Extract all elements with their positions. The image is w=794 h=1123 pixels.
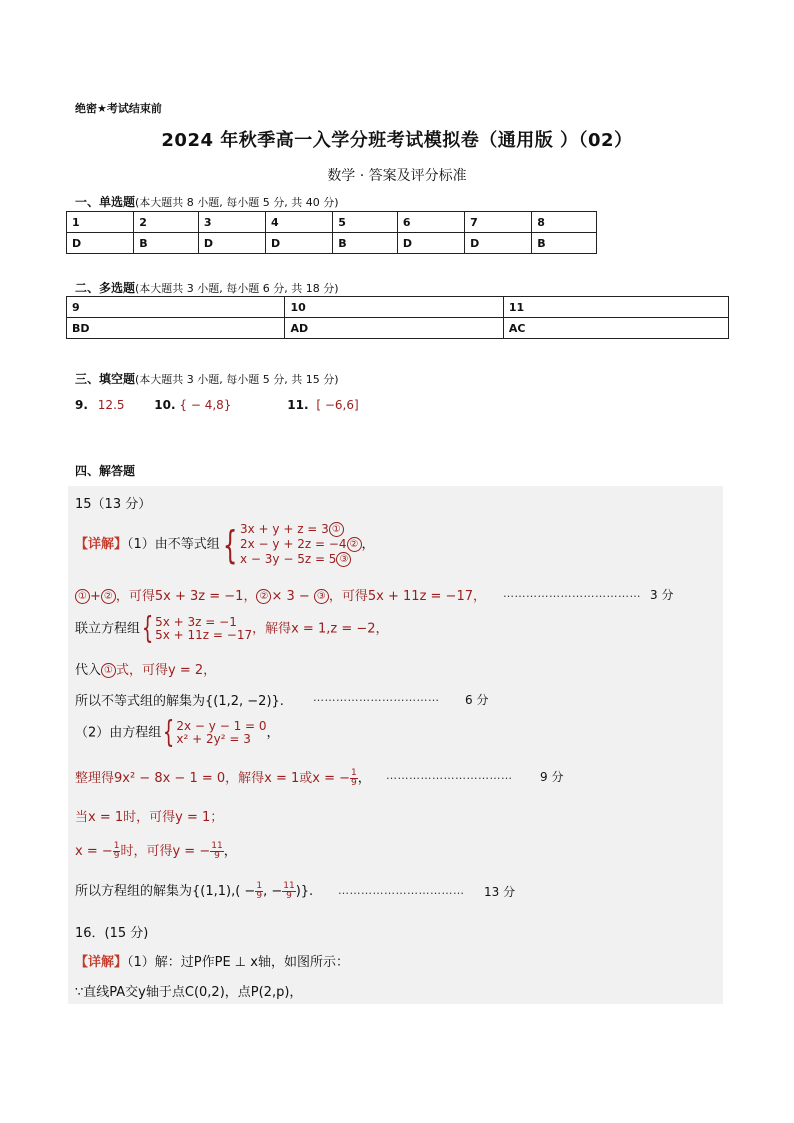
q15-line7: 整理得9x² − 8x − 1 = 0，解得x = 1或x = − $\frac{1}{9}$ ， <box>75 768 371 788</box>
score-leader: …………………………… <box>386 769 513 782</box>
answer-cell: B <box>333 233 398 254</box>
answer-cell: D <box>465 233 532 254</box>
fraction: $\frac{11}{9}$ <box>211 841 223 861</box>
q15-line1: 【详解】（1）由不等式组{ 3x + y + z = 3 ① 2x − y + 2z = −4 ② x − 3y − 5z = 5 ③ ， <box>75 522 375 567</box>
multi-choice-table <box>66 296 729 339</box>
question-number: 10 <box>285 297 503 318</box>
q15-header: 15（13 分） <box>75 497 152 512</box>
table-row <box>67 297 729 318</box>
table-row <box>67 212 597 233</box>
question-number: 7 <box>465 212 532 233</box>
answer-cell: D <box>198 233 265 254</box>
q15-line2: ① + ② ，可得5x + 3z = −1， ② × 3 − ③ ，可得5x + 11z = −17， <box>75 585 486 604</box>
question-number: 11. <box>287 398 309 412</box>
equation-system: 2x − y − 1 = 0 x² + 2y² = 3 <box>176 719 267 746</box>
confidential-label: 绝密★考试结束前 <box>75 102 162 115</box>
table-row <box>67 233 597 254</box>
score-leader: …………………………… <box>313 691 440 704</box>
q15-line8: 当x = 1时，可得y = 1； <box>75 810 224 825</box>
table-row <box>67 318 729 339</box>
q15-line3: 联立方程组{ 5x + 3z = −1 5x + 11z = −17 ，解得x = 1,z = −2， <box>75 611 389 646</box>
q15-line4: 代入 ① 式，可得y = 2， <box>75 663 217 678</box>
answer-cell: B <box>134 233 199 254</box>
score-label: 9 分 <box>540 770 564 784</box>
page-title: 2024 年秋季高一入学分班考试模拟卷（通用版 ）（02） <box>161 130 633 151</box>
question-number: 2 <box>134 212 199 233</box>
question-number: 10. <box>154 398 176 412</box>
answer-cell: BD <box>67 318 285 339</box>
fraction: $\frac{1}{9}$ <box>256 881 263 901</box>
q15-line9: x = − $\frac{1}{9}$ 时，可得y = − $\frac{11}{9}$ ， <box>75 841 237 861</box>
fraction: $\frac{11}{9}$ <box>283 881 295 901</box>
question-number: 4 <box>266 212 333 233</box>
answer-value: 12.5 <box>97 398 125 412</box>
question-number: 5 <box>333 212 398 233</box>
answer-cell: AD <box>285 318 503 339</box>
q15-line10: 所以方程组的解集为{(1,1),( − $\frac{1}{9}$ , − $\frac{11}{9}$ )}. <box>75 881 314 901</box>
fraction: $\frac{1}{9}$ <box>351 768 357 788</box>
score-leader: …………………………… <box>338 884 465 897</box>
equation-system: 3x + y + z = 3 ① 2x − y + 2z = −4 ② x − 3y − 5z = 5 ③ <box>240 522 362 567</box>
answer-cell: AC <box>503 318 728 339</box>
score-label: 6 分 <box>465 693 489 707</box>
answer-value: [ −6,6] <box>316 398 359 412</box>
answer-cell: D <box>266 233 333 254</box>
answer-cell: B <box>532 233 597 254</box>
q16-header: 16．(15 分) <box>75 926 149 941</box>
section4-heading: 四、解答题 <box>75 464 136 478</box>
brace-icon: { <box>141 611 154 646</box>
question-number: 8 <box>532 212 597 233</box>
brace-icon: { <box>222 522 238 567</box>
question-number: 1 <box>67 212 134 233</box>
question-number: 6 <box>397 212 464 233</box>
section2-heading: 二、多选题(本大题共 3 小题, 每小题 6 分, 共 18 分) <box>75 281 339 295</box>
answer-value: { − 4,8} <box>179 398 232 412</box>
section1-heading: 一、单选题(本大题共 8 小题, 每小题 5 分, 共 40 分) <box>75 195 339 209</box>
equation-system: 5x + 3z = −1 5x + 11z = −17 <box>155 615 253 642</box>
answer-cell: D <box>67 233 134 254</box>
question-number: 11 <box>503 297 728 318</box>
answer-cell: D <box>397 233 464 254</box>
q15-line6: （2）由方程组{ 2x − y − 1 = 0 x² + 2y² = 3 ， <box>75 715 280 750</box>
question-number: 9. <box>75 398 88 412</box>
fraction: $\frac{1}{9}$ <box>113 841 120 861</box>
fill-blank-answers <box>75 398 359 412</box>
q16-line2: ∵直线PA交y轴于点C(0,2)，点P(2,p)， <box>75 985 303 1000</box>
question-number: 3 <box>198 212 265 233</box>
q16-line1: 【详解】（1）解：过P作PE ⊥ x轴，如图所示： <box>75 955 349 970</box>
page-subtitle: 数学 · 答案及评分标准 <box>327 168 467 184</box>
score-label: 3 分 <box>650 588 674 602</box>
score-leader: ……………………………… <box>503 587 641 600</box>
single-choice-table <box>66 211 597 254</box>
brace-icon: { <box>163 715 175 750</box>
q15-line5: 所以不等式组的解集为{(1,2, −2)}. <box>75 694 284 709</box>
score-label: 13 分 <box>484 885 516 899</box>
section3-heading: 三、填空题(本大题共 3 小题, 每小题 5 分, 共 15 分) <box>75 372 339 386</box>
question-number: 9 <box>67 297 285 318</box>
